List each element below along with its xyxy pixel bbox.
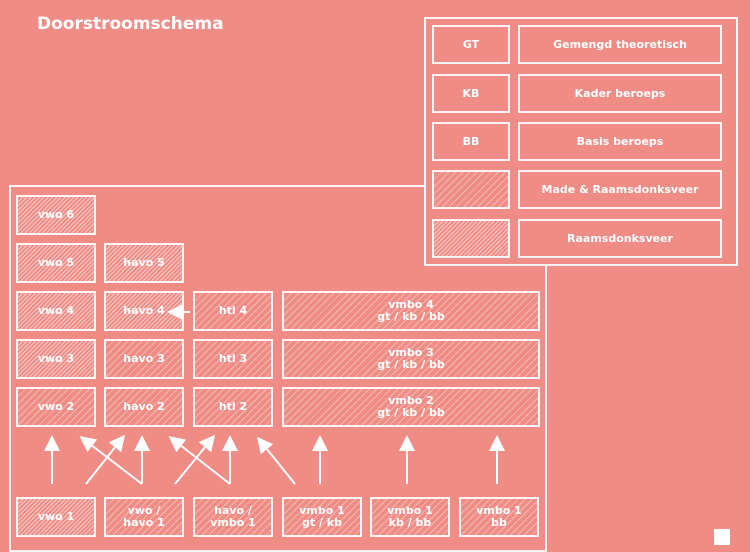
legend-code-kb: KB bbox=[432, 74, 510, 113]
box-htl-4: htl 4 bbox=[193, 291, 273, 331]
box-vmbo-2: vmbo 2 gt / kb / bb bbox=[282, 387, 540, 427]
box-vmbo-1-bb: vmbo 1 bb bbox=[459, 497, 539, 537]
legend-label-made-raamsdonksveer: Made & Raamsdonksveer bbox=[518, 170, 722, 209]
box-vmbo-4: vmbo 4 gt / kb / bb bbox=[282, 291, 540, 331]
box-htl-3: htl 3 bbox=[193, 339, 273, 379]
legend-code-gt: GT bbox=[432, 25, 510, 64]
box-vmbo-3: vmbo 3 gt / kb / bb bbox=[282, 339, 540, 379]
box-htl-2: htl 2 bbox=[193, 387, 273, 427]
box-vwo-havo-1: vwo / havo 1 bbox=[104, 497, 184, 537]
box-vwo-6: vwo 6 bbox=[16, 195, 96, 235]
arrow-havovmbo1-havo2 bbox=[175, 441, 230, 484]
box-havo-3: havo 3 bbox=[104, 339, 184, 379]
box-vwo-4: vwo 4 bbox=[16, 291, 96, 331]
diagram-title: Doorstroomschema bbox=[37, 14, 224, 34]
box-havo-2: havo 2 bbox=[104, 387, 184, 427]
box-vwo-3: vwo 3 bbox=[16, 339, 96, 379]
corner-square bbox=[714, 529, 730, 545]
box-havo-vmbo-1: havo / vmbo 1 bbox=[193, 497, 273, 537]
legend-label-kb: Kader beroeps bbox=[518, 74, 722, 113]
arrow-vmbo1gtkb-htl2 bbox=[262, 443, 295, 484]
legend-label-gt: Gemengd theoretisch bbox=[518, 25, 722, 64]
arrow-havovmbo1-htl2 bbox=[175, 441, 210, 484]
legend-code-bb: BB bbox=[432, 122, 510, 161]
legend-label-raamsdonksveer: Raamsdonksveer bbox=[518, 219, 722, 258]
legend-label-bb: Basis beroeps bbox=[518, 122, 722, 161]
box-havo-4: havo 4 bbox=[104, 291, 184, 331]
box-havo-5: havo 5 bbox=[104, 243, 184, 283]
box-vwo-1: vwo 1 bbox=[16, 497, 96, 537]
box-vwo-5: vwo 5 bbox=[16, 243, 96, 283]
box-vmbo-1-kb-bb: vmbo 1 kb / bb bbox=[370, 497, 450, 537]
box-vmbo-1-gt-kb: vmbo 1 gt / kb bbox=[282, 497, 362, 537]
box-vwo-2: vwo 2 bbox=[16, 387, 96, 427]
